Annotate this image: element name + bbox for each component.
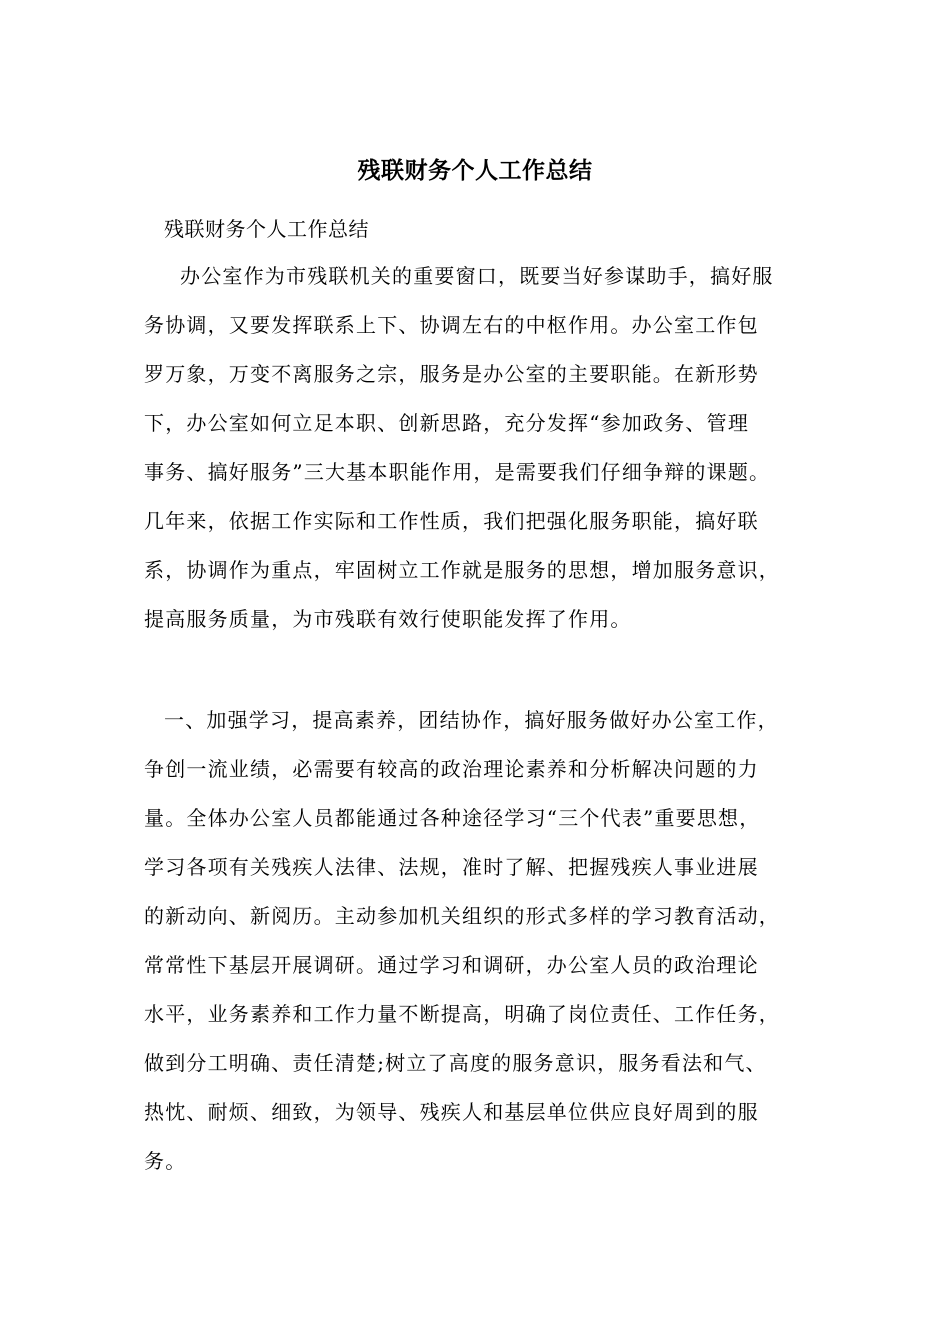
text-line: 办公室作为市残联机关的重要窗口，既要当好参谋助手，搞好服 bbox=[180, 264, 774, 288]
text-line: 一、加强学习，提高素养，团结协作，搞好服务做好办公室工作， bbox=[164, 708, 779, 732]
text-line: 务。 bbox=[144, 1149, 187, 1173]
text-line: 做到分工明确、责任清楚;树立了高度的服务意识，服务看法和气、 bbox=[144, 1051, 767, 1075]
text-line: 热忱、耐烦、细致，为领导、残疾人和基层单位供应良好周到的服 bbox=[144, 1100, 759, 1124]
text-line: 学习各项有关残疾人法律、法规，准时了解、把握残疾人事业进展 bbox=[144, 855, 759, 879]
text-line: 水平，业务素养和工作力量不断提高，明确了岗位责任、工作任务， bbox=[144, 1002, 780, 1026]
text-line: 几年来，依据工作实际和工作性质，我们把强化服务职能，搞好联 bbox=[144, 509, 759, 533]
text-line: 提高服务质量，为市残联有效行使职能发挥了作用。 bbox=[144, 607, 632, 631]
text-line: 量。全体办公室人员都能通过各种途径学习“三个代表”重要思想， bbox=[144, 806, 761, 830]
paragraph-intro bbox=[144, 252, 780, 644]
text-line: 系，协调作为重点，牢固树立工作就是服务的思想，增加服务意识， bbox=[144, 558, 780, 582]
text-line: 罗万象，万变不离服务之宗，服务是办公室的主要职能。在新形势 bbox=[144, 362, 759, 386]
paragraph-section-one bbox=[144, 696, 780, 1186]
document-title: 残联财务个人工作总结 bbox=[357, 157, 593, 184]
text-line: 事务、搞好服务”三大基本职能作用，是需要我们仔细争辩的课题。 bbox=[144, 460, 771, 484]
text-line: 务协调，又要发挥联系上下、协调左右的中枢作用。办公室工作包 bbox=[144, 313, 759, 337]
text-line: 下，办公室如何立足本职、创新思路，充分发挥“参加政务、管理 bbox=[144, 411, 750, 435]
text-line: 常常性下基层开展调研。通过学习和调研，办公室人员的政治理论 bbox=[144, 953, 759, 977]
text-line: 的新动向、新阅历。主动参加机关组织的形式多样的学习教育活动， bbox=[144, 904, 780, 928]
document-subtitle: 残联财务个人工作总结 bbox=[164, 217, 369, 241]
text-line: 争创一流业绩，必需要有较高的政治理论素养和分析解决问题的力 bbox=[144, 757, 759, 781]
